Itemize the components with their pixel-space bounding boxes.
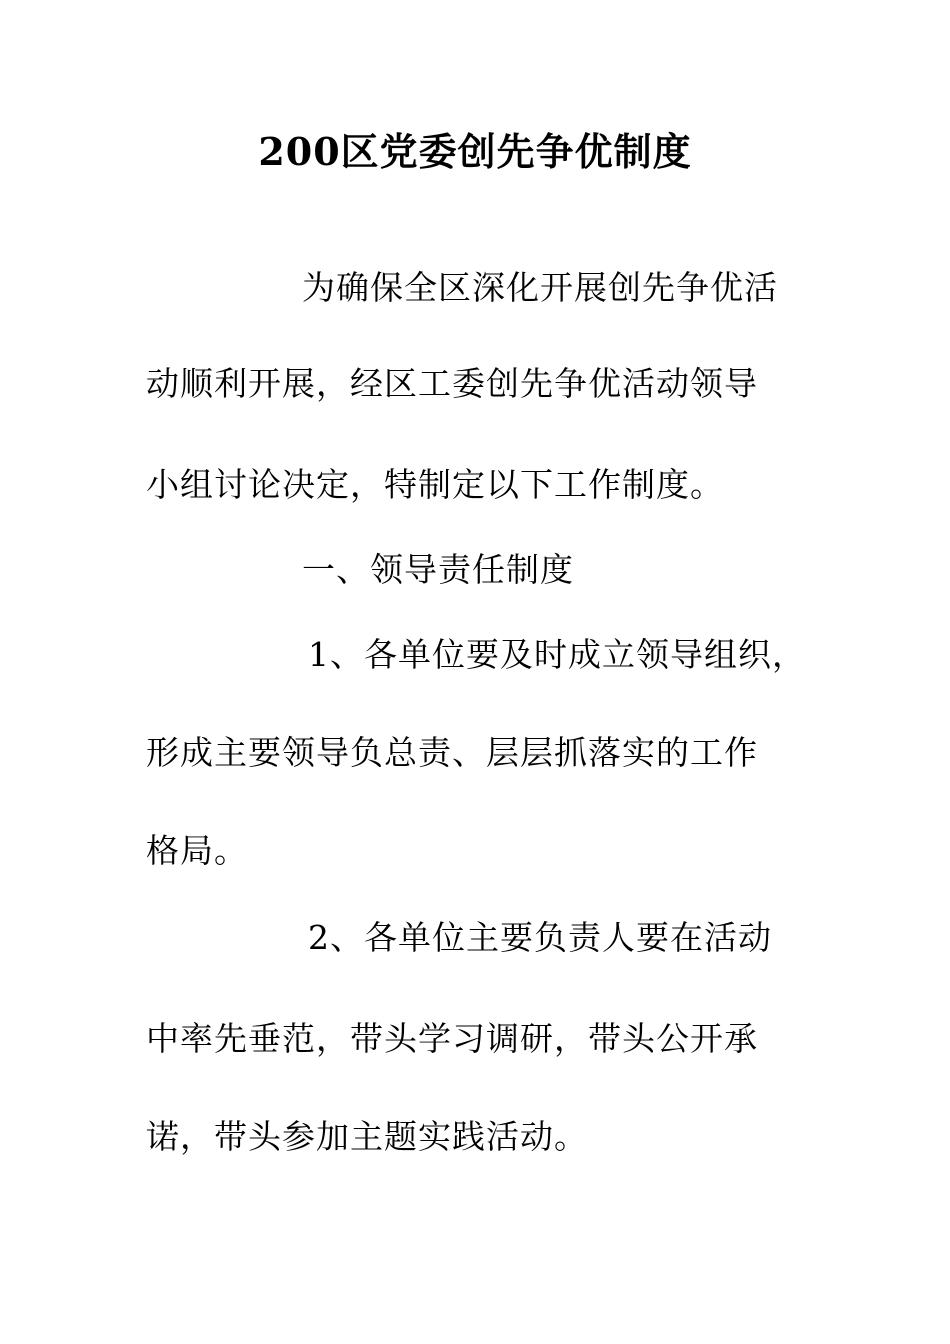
paragraph-line: 诺，带头参加主题实践活动。 <box>146 1117 588 1156</box>
paragraph-line: 形成主要领导负总责、层层抓落实的工作 <box>146 733 758 772</box>
paragraph-line: 小组讨论决定，特制定以下工作制度。 <box>146 465 724 504</box>
paragraph-line: 动顺利开展，经区工委创先争优活动领导 <box>146 364 758 403</box>
paragraph-line: 格局。 <box>146 831 248 870</box>
paragraph-line: 2、各单位主要负责人要在活动 <box>308 918 772 957</box>
paragraph-line: 中率先垂范，带头学习调研，带头公开承 <box>146 1019 758 1058</box>
paragraph-line: 为确保全区深化开展创先争优活 <box>302 268 778 307</box>
document-title: 200区党委创先争优制度 <box>258 129 692 174</box>
paragraph-line: 1、各单位要及时成立领导组织， <box>308 635 806 674</box>
section-heading: 一、领导责任制度 <box>302 550 574 589</box>
